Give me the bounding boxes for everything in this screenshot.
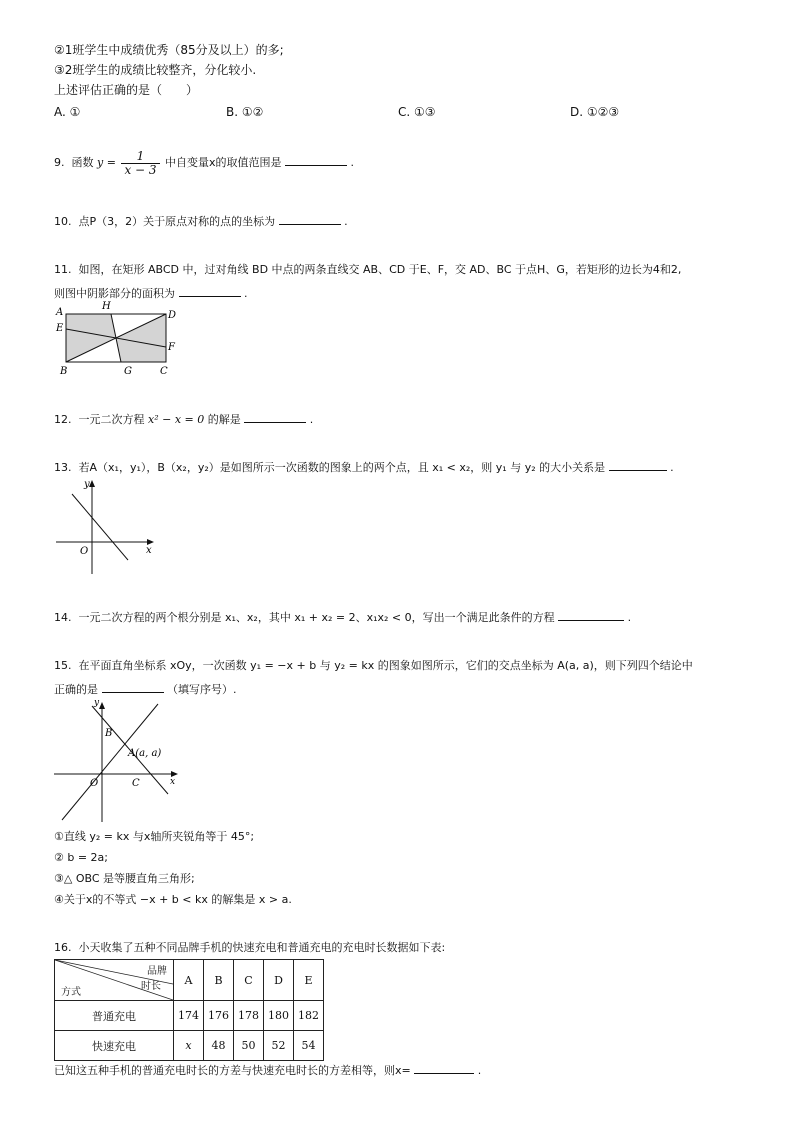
q16-period: .	[477, 1064, 482, 1077]
q12-prefix: 一元二次方程	[78, 413, 145, 426]
q10-answer-blank[interactable]	[279, 212, 341, 225]
q10-text: 点P（3，2）关于原点对称的点的坐标为	[78, 215, 276, 228]
q16-col-b: B	[204, 960, 234, 1001]
q15-item-2: ② b = 2a;	[54, 851, 108, 864]
table-row	[55, 1031, 324, 1061]
q13-answer-blank[interactable]	[609, 458, 667, 471]
q12-number: 12.	[54, 413, 72, 426]
q11-period: .	[244, 287, 248, 300]
question-9	[54, 148, 354, 178]
q15-line1: 在平面直角坐标系 xOy，一次函数 y₁ = −x + b 与 y₂ = kx 的图象如图所示，它们的交点坐标为 A(a, a)，则下列四个结论中	[78, 659, 693, 672]
q11-line1: 如图，在矩形 ABCD 中，过对角线 BD 中点的两条直线交 AB、CD 于E、F，交 AD、BC 于点H、G，若矩形的边长为4和2,	[78, 263, 682, 276]
q15-label-c: C	[132, 778, 140, 789]
q15-line-y2	[62, 704, 158, 820]
q15-item-1: ①直线 y₂ = kx 与x轴所夹锐角等于 45°;	[54, 830, 255, 843]
q15-line2-prefix: 正确的是	[54, 683, 98, 696]
q13-y-arrow	[89, 480, 95, 487]
q16-col-e: E	[294, 960, 324, 1001]
q16-footer	[54, 1061, 481, 1079]
question-16	[54, 940, 445, 956]
table-cell: 174	[174, 1001, 204, 1031]
question-12	[54, 410, 313, 428]
q15-item-4: ④关于x的不等式 −x + b < kx 的解集是 x > a.	[54, 893, 292, 906]
q15-answer-blank[interactable]	[102, 680, 164, 693]
q16-header-brand: 品牌	[147, 966, 167, 977]
q14-text: 一元二次方程的两个根分别是 x₁、x₂，其中 x₁ + x₂ = 2、x₁x₂ < 0，写出一个满足此条件的方程	[78, 611, 555, 624]
q14-period: .	[627, 611, 632, 624]
q10-number: 10.	[54, 215, 72, 228]
q11-label-a: A	[56, 307, 64, 318]
q13-text: 若A（x₁，y₁），B（x₂，y₂）是如图所示一次函数的图象上的两个点，且 x₁ < x₂，则 y₁ 与 y₂ 的大小关系是	[78, 461, 606, 474]
q9-frac-den: x − 3	[121, 163, 159, 177]
q12-suffix: 的解是	[207, 413, 241, 426]
q9-period: .	[350, 156, 355, 169]
question-15-line-1	[54, 658, 693, 674]
q15-item-3: ③△ OBC 是等腰直角三角形;	[54, 872, 195, 885]
table-cell: x	[174, 1031, 204, 1061]
q12-period: .	[309, 413, 314, 426]
q8-option-d: D. ①②③	[570, 105, 620, 119]
q12-answer-blank[interactable]	[244, 410, 306, 423]
q11-line2: 则图中阴影部分的面积为	[54, 287, 175, 300]
q15-label-a: A(a, a)	[128, 748, 162, 759]
q8-option-c: C. ①③	[398, 105, 436, 119]
table-cell: 54	[294, 1031, 324, 1061]
q16-table	[54, 959, 324, 1061]
q16-col-c: C	[234, 960, 264, 1001]
q16-header-method: 方式	[61, 987, 81, 998]
q15-line2-suffix: （填写序号）.	[167, 683, 237, 696]
q16-intro: 小天收集了五种不同品牌手机的快速充电和普通充电的充电时长数据如下表:	[78, 941, 446, 954]
q15-number: 15.	[54, 659, 72, 672]
q16-col-a: A	[174, 960, 204, 1001]
q9-answer-blank[interactable]	[285, 153, 347, 166]
q8-item-3: ③2班学生的成绩比较整齐，分化较小.	[54, 63, 257, 77]
q15-label-origin: O	[90, 778, 99, 789]
q11-answer-blank[interactable]	[179, 284, 241, 297]
table-cell: 50	[234, 1031, 264, 1061]
q16-header-time: 时长	[141, 981, 161, 992]
q13-number: 13.	[54, 461, 72, 474]
table-cell: 52	[264, 1031, 294, 1061]
q16-header-diagonal-cell	[55, 960, 174, 1001]
q11-label-g: G	[124, 366, 132, 377]
q12-equation: x² − x = 0	[148, 413, 205, 426]
table-row	[55, 1001, 324, 1031]
table-cell: 176	[204, 1001, 234, 1031]
q9-number: 9.	[54, 156, 65, 169]
q15-label-x: x	[170, 777, 176, 787]
q8-item-2: ②1班学生中成绩优秀（85分及以上）的多;	[54, 43, 284, 57]
q10-period: .	[344, 215, 348, 228]
q16-row-label-fast: 快速充电	[55, 1031, 174, 1061]
q9-fraction	[121, 150, 159, 177]
q16-footer-text: 已知这五种手机的普通充电时长的方差与快速充电时长的方差相等，则x=	[54, 1064, 411, 1077]
q16-col-d: D	[264, 960, 294, 1001]
table-cell: 48	[204, 1031, 234, 1061]
q13-period: .	[670, 461, 674, 474]
q15-label-b: B	[105, 728, 113, 739]
q9-lhs: y =	[97, 156, 116, 169]
table-cell: 178	[234, 1001, 264, 1031]
q15-y-arrow	[99, 702, 105, 709]
question-14	[54, 608, 631, 626]
q13-label-y: y	[84, 479, 90, 490]
q11-label-b: B	[60, 366, 68, 377]
q16-answer-blank[interactable]	[414, 1061, 474, 1074]
q11-rectangle-figure	[50, 300, 190, 380]
q15-label-y: y	[94, 698, 100, 708]
q13-graph	[50, 472, 160, 582]
question-11-line-1	[54, 262, 681, 278]
q16-row-label-normal: 普通充电	[55, 1001, 174, 1031]
q8-option-b: B. ①②	[226, 105, 264, 119]
table-cell: 182	[294, 1001, 324, 1031]
q9-prefix: 函数	[71, 156, 94, 169]
q8-option-a: A. ①	[54, 105, 81, 119]
q13-label-origin: O	[80, 546, 89, 557]
q14-number: 14.	[54, 611, 72, 624]
table-cell: 180	[264, 1001, 294, 1031]
q15-graph	[50, 694, 190, 826]
q9-frac-num: 1	[136, 148, 145, 163]
q8-question: 上述评估正确的是（ ）	[54, 83, 199, 97]
q14-answer-blank[interactable]	[558, 608, 624, 621]
q9-suffix: 中自变量x的取值范围是	[165, 156, 282, 169]
q16-number: 16.	[54, 941, 72, 954]
q13-label-x: x	[146, 545, 152, 556]
q11-label-d: D	[168, 310, 177, 321]
q11-label-h: H	[102, 301, 111, 312]
table-row	[55, 960, 324, 1001]
q11-label-f: F	[168, 342, 175, 353]
q11-label-c: C	[160, 366, 168, 377]
q11-label-e: E	[56, 323, 64, 334]
question-10	[54, 212, 348, 230]
q11-number: 11.	[54, 263, 72, 276]
